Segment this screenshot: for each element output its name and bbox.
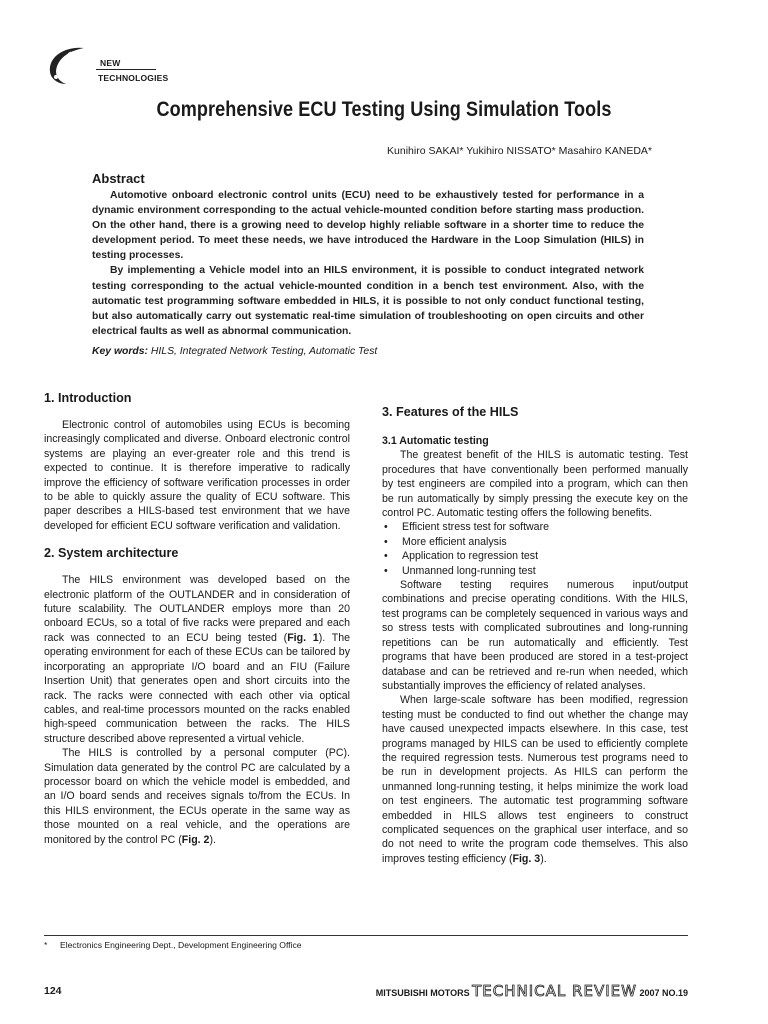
logo-text-technologies: TECHNOLOGIES <box>98 73 169 83</box>
section-2-paragraph-2-text-a: The HILS is controlled by a personal computer (PC). Simulation data generated by the control PC are calculated by a processor board on which the vehicle model is embedded, and an I/O board sends and receives signals to/from the ECUs. In this HILS environment, the ECUs operate in the same way as those mounted on a real vehicle, and the operations are monitored by the control PC ( <box>44 747 350 846</box>
fig-1-reference: Fig. 1 <box>287 631 319 644</box>
authors: Kunihiro SAKAI* Yukihiro NISSATO* Masahiro KANEDA* <box>387 145 652 157</box>
section-2-paragraph-1-text-b: ). The operating environment for each of these ECUs can be tailored by incorporating an appropriate I/O board and an FIU (Failure Insertion Unit) that generates open and short circuits into the rack. The racks were connected with each other via optical cables, and real-time processors mounted on the racks enabled high-speed communication between the racks. The HILS structure described above represented a virtual vehicle. <box>44 631 350 745</box>
section-3-paragraph-3-text-b: ). <box>540 852 547 865</box>
list-item: • Application to regression test <box>382 549 688 563</box>
footnote <box>44 940 302 950</box>
section-3-paragraph-3 <box>382 693 688 866</box>
section-3-paragraph-1: The greatest benefit of the HILS is automatic testing. Test procedures that have conventionally been performed manually by test engineers are compiled into a program, which can then be run automatically by simply pressing the execute key on the control PC. Automatic testing offers the following benefits. <box>382 449 688 520</box>
new-technologies-logo <box>44 44 169 86</box>
left-column <box>44 390 350 847</box>
section-2-paragraph-1-text-a: The HILS environment was developed based on the electronic platform of the OUTLANDER and in consideration of future scalability. The OUTLANDER employs more than 20 onboard ECUs, so a total of five racks were prepared and each rack was connected to an ECU being tested ( <box>44 574 350 644</box>
logo-text-new: NEW <box>100 58 121 68</box>
right-column <box>382 404 688 866</box>
benefits-list <box>382 520 688 578</box>
section-1-heading: 1. Introduction <box>44 391 132 405</box>
footnote-text: Electronics Engineering Dept., Development Engineering Office <box>60 940 302 950</box>
section-1-paragraph: Electronic control of automobiles using ECUs is becoming increasingly complicated and diverse. Onboard electronic control systems are playing an ever-greater role and this trend is expected to continue. It is therefore imperative to radically improve the efficiency of software verification processes in order to be able to quickly assure the quality of ECU software. This paper describes a HILS-based test environment that we have developed for efficient ECU software verification and validation. <box>44 419 350 532</box>
journal-footer <box>376 982 688 1000</box>
list-item: • More efficient analysis <box>382 535 688 549</box>
section-3-heading: 3. Features of the HILS <box>382 405 519 419</box>
section-2-paragraph-1 <box>44 573 350 746</box>
keywords <box>92 346 377 357</box>
logo-divider <box>96 69 156 70</box>
section-2-paragraph-2-text-b: ). <box>209 833 216 846</box>
swoosh-logo-icon <box>44 44 94 86</box>
issue-number: 2007 NO.19 <box>639 988 688 998</box>
section-3-paragraph-2: Software testing requires numerous input/output combinations and precise operating conditions. With the HILS, test programs can be completely sequenced in various ways and so stress tests with complicated subroutines and long-running repetitions can be run automatically and efficiently. Test programs that have been produced are stored in a test-project database and can be retrieved and re-run when needed, which substantially improves the efficiency of related analyses. <box>382 579 688 692</box>
section-2-heading: 2. System architecture <box>44 546 179 561</box>
paper-title: Comprehensive ECU Testing Using Simulation Tools <box>156 98 612 121</box>
list-item: • Unmanned long-running test <box>382 564 688 578</box>
company-name: MITSUBISHI MOTORS <box>375 988 470 998</box>
list-item: • Efficient stress test for software <box>382 520 688 534</box>
keywords-label: Key words: <box>92 346 149 357</box>
section-3-1-heading: 3.1 Automatic testing <box>382 435 489 447</box>
section-3-paragraph-3-text-a: When large-scale software has been modified, regression testing must be conducted to find out whether the change may have caused unexpected impacts elsewhere. In this case, test programs managed by HILS can be used to efficiently complete the required regression tests. Numerous test programs need to be run in development projects. As HILS can perform the unmanned long-running testing, it helps minimize the work load on test engineers. The automatic test programming software embedded in HILS allows test engineers to construct complicated sequences on the graphical user interface, and so do not need to write the program code themselves. This also improves testing efficiency ( <box>382 694 688 865</box>
section-2-paragraph-2 <box>44 746 350 847</box>
abstract-heading: Abstract <box>92 171 145 186</box>
abstract-section <box>92 171 644 339</box>
fig-3-reference: Fig. 3 <box>512 852 541 865</box>
keywords-value: HILS, Integrated Network Testing, Automatic Test <box>148 346 378 357</box>
footnote-mark: * <box>44 940 48 950</box>
fig-2-reference: Fig. 2 <box>181 833 210 846</box>
journal-name: TECHNICAL REVIEW <box>472 982 637 1000</box>
page-number: 124 <box>44 985 62 997</box>
abstract-paragraph-2: By implementing a Vehicle model into an HILS environment, it is possible to conduct integrated network testing corresponding to the actual vehicle-mounted condition in a bench test environment. Also, with the automatic test programming software embedded in HILS, it is possible to not only conduct functional testing, but also automatically carry out systematic real-time simulation of troubleshooting on open circuits and other electrical faults as well as abnormal communication. <box>92 265 644 337</box>
footnote-divider <box>44 935 688 936</box>
abstract-paragraph-1: Automotive onboard electronic control units (ECU) need to be exhaustively tested for performance in a dynamic environment corresponding to the actual vehicle-mounted condition before starting mass production. On the other hand, there is a growing need to develop highly reliable software in a shorter time to reduce the development period. To meet these needs, we have introduced the Hardware in the Loop Simulation (HILS) in testing processes. <box>92 190 644 262</box>
